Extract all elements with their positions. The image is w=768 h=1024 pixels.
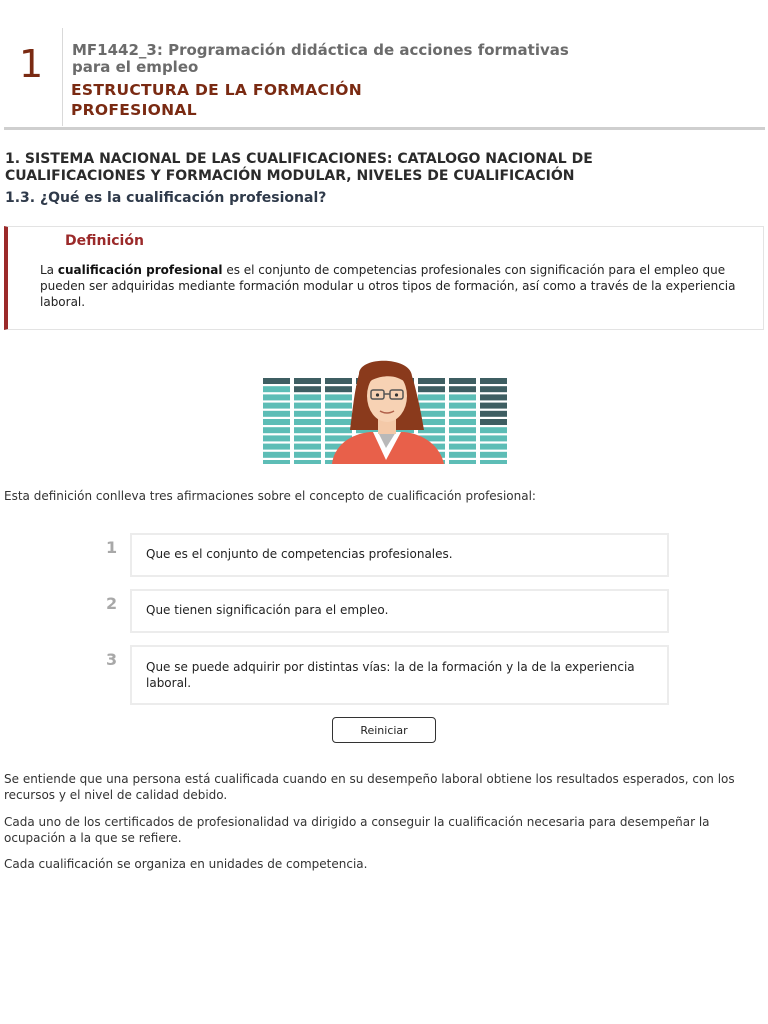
statement-3: [100, 645, 670, 705]
equalizer-bar-segment: [480, 394, 507, 400]
equalizer-bar-segment: [294, 378, 321, 384]
equalizer-bar-segment: [263, 460, 290, 464]
equalizer-bar-segment: [294, 386, 321, 392]
equalizer-bar-segment: [263, 435, 290, 441]
definition-box: [4, 226, 764, 330]
equalizer-bar-segment: [294, 394, 321, 400]
equalizer-bar-segment: [449, 419, 476, 425]
equalizer-bar-segment: [449, 452, 476, 458]
equalizer-bar-segment: [449, 444, 476, 450]
equalizer-bar-segment: [480, 460, 507, 464]
equalizer-bar-segment: [480, 435, 507, 441]
equalizer-bar-segment: [325, 427, 352, 433]
statement-card[interactable]: Que se puede adquirir por distintas vías: la de la formación y la de la experiencia laboral.: [130, 645, 669, 705]
equalizer-bar-segment: [263, 386, 290, 392]
definition-text-after: es el conjunto de competencias profesionales con significación para el empleo que pueden ser adquiridas mediante formación modular u otros tipos de formación, así como a través de la experiencia laboral.: [40, 263, 736, 309]
equalizer-bar-segment: [480, 452, 507, 458]
header-rule: [4, 127, 765, 130]
equalizer-bar-segment: [480, 411, 507, 417]
paragraph-3: Cada cualificación se organiza en unidades de competencia.: [4, 857, 368, 871]
statement-number: 1: [106, 538, 118, 557]
equalizer-bar-segment: [418, 386, 445, 392]
equalizer-bar-segment: [325, 394, 352, 400]
equalizer-bar-segment: [449, 460, 476, 464]
equalizer-bar-segment: [294, 452, 321, 458]
equalizer-bar-segment: [480, 403, 507, 409]
statement-2: [100, 589, 670, 633]
equalizer-bar-segment: [449, 427, 476, 433]
woman-bar-chart-illustration: [262, 356, 507, 464]
paragraph-1: Se entiende que una persona está cualificada cuando en su desempeño laboral obtiene los resultados esperados, con los recursos y el nivel de calidad debido.: [4, 772, 735, 802]
equalizer-bar-segment: [418, 411, 445, 417]
equalizer-bar-segment: [263, 419, 290, 425]
definition-title: Definición: [65, 233, 144, 249]
equalizer-bar-segment: [480, 386, 507, 392]
equalizer-bar-segment: [325, 386, 352, 392]
equalizer-bar-segment: [263, 452, 290, 458]
equalizer-bar-segment: [263, 403, 290, 409]
subsection-title: 1.3. ¿Qué es la cualificación profesional?: [5, 190, 327, 206]
equalizer-bar-segment: [263, 444, 290, 450]
equalizer-bar-segment: [449, 386, 476, 392]
equalizer-bar-segment: [263, 378, 290, 384]
equalizer-bar-segment: [325, 378, 352, 384]
equalizer-bar-segment: [449, 378, 476, 384]
equalizer-bar-segment: [325, 419, 352, 425]
unit-header: [0, 0, 768, 130]
equalizer-bar-segment: [449, 435, 476, 441]
equalizer-bar-segment: [480, 444, 507, 450]
equalizer-bar-segment: [418, 403, 445, 409]
equalizer-bar-segment: [480, 427, 507, 433]
equalizer-bar-segment: [449, 403, 476, 409]
statement-number: 2: [106, 594, 118, 613]
statement-card[interactable]: Que es el conjunto de competencias profesionales.: [130, 533, 669, 577]
equalizer-bar-segment: [294, 419, 321, 425]
equalizer-bar-segment: [263, 394, 290, 400]
equalizer-bar-segment: [294, 460, 321, 464]
eye-left: [376, 393, 379, 396]
equalizer-bar-segment: [263, 411, 290, 417]
equalizer-bar-segment: [294, 444, 321, 450]
module-title: MF1442_3: Programación didáctica de acciones formativas para el empleo: [72, 41, 569, 76]
definition-text-before: La: [40, 263, 58, 277]
equalizer-bar-segment: [294, 411, 321, 417]
definition-term: cualificación profesional: [57, 263, 223, 277]
definition-text: [40, 262, 762, 310]
equalizer-bar-segment: [325, 411, 352, 417]
statement-1: [100, 533, 670, 577]
statement-card[interactable]: Que tienen significación para el empleo.: [130, 589, 669, 633]
equalizer-bar-segment: [294, 403, 321, 409]
equalizer-bar-segment: [449, 411, 476, 417]
equalizer-bar-segment: [449, 394, 476, 400]
section-title: 1. SISTEMA NACIONAL DE LAS CUALIFICACIONES: CATALOGO NACIONAL DE CUALIFICACIONES Y FORMACIÓN MODULAR, NIVELES DE CUALIFICACIÓN: [5, 151, 593, 184]
paragraph-2: Cada uno de los certificados de profesionalidad va dirigido a conseguir la cualificación necesaria para desempeñar la ocupación a la que se refiere.: [4, 815, 710, 845]
statement-number: 3: [106, 650, 118, 669]
equalizer-bar-segment: [263, 427, 290, 433]
reset-button[interactable]: Reiniciar: [332, 717, 436, 743]
equalizer-bar-segment: [418, 394, 445, 400]
illustration-svg: [262, 356, 507, 464]
header-divider: [62, 28, 63, 126]
equalizer-bar-segment: [480, 419, 507, 425]
equalizer-bar-segment: [325, 403, 352, 409]
unit-number: 1: [19, 42, 44, 86]
equalizer-bar-segment: [294, 435, 321, 441]
unit-title: ESTRUCTURA DE LA FORMACIÓN PROFESIONAL: [71, 81, 363, 119]
equalizer-bar-segment: [418, 378, 445, 384]
eye-right: [395, 393, 398, 396]
equalizer-bar-segment: [294, 427, 321, 433]
equalizer-bar-segment: [480, 378, 507, 384]
intro-text: Esta definición conlleva tres afirmaciones sobre el concepto de cualificación profesional:: [4, 489, 536, 503]
